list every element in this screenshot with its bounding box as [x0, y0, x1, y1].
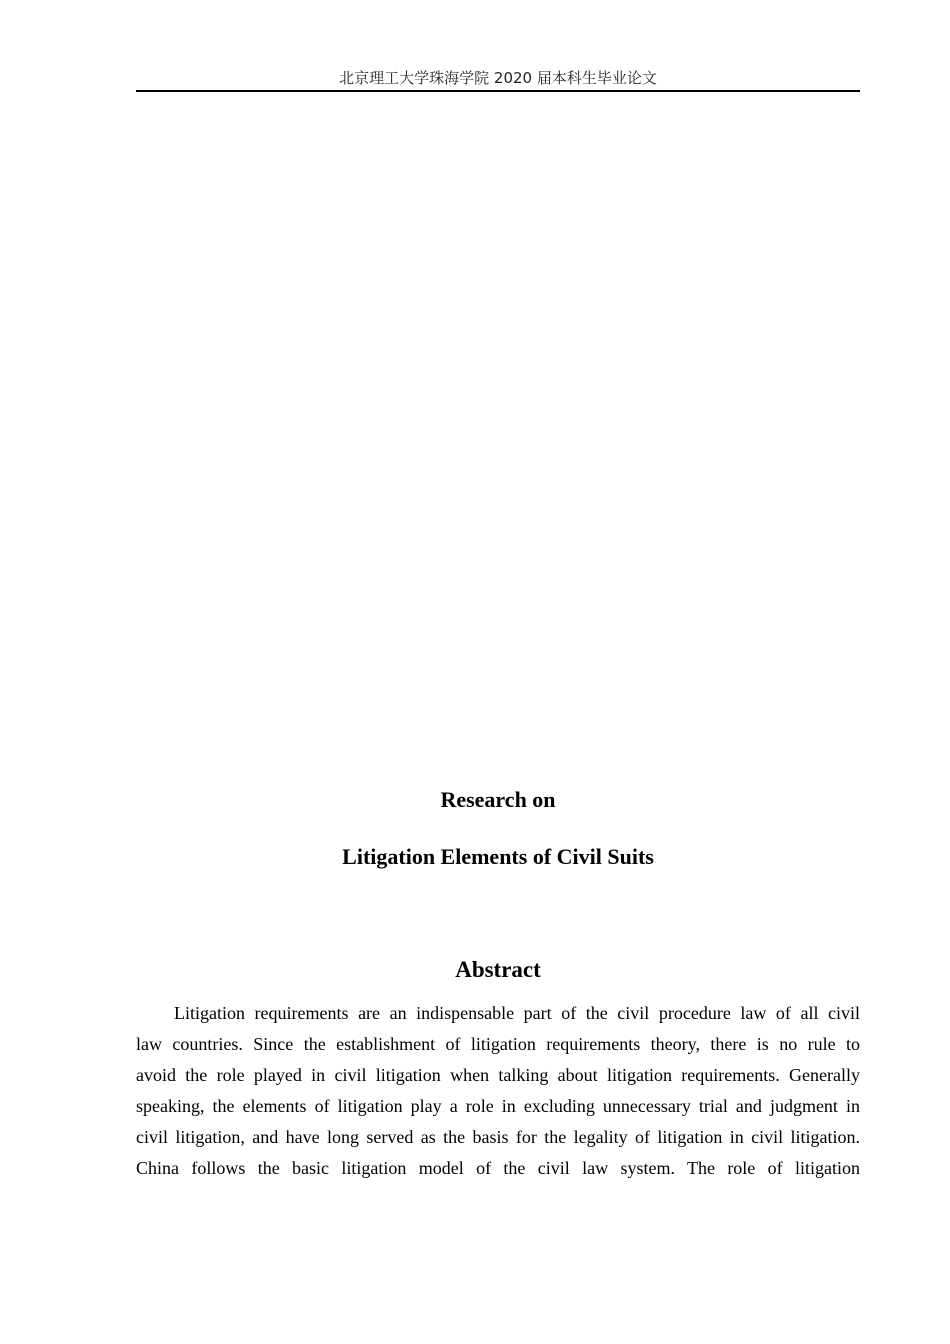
- abstract-line: speaking, the elements of litigation play a role in excluding unnecessary trial and judgment in: [136, 1096, 860, 1116]
- abstract-line: civil litigation, and have long served as the basis for the legality of litigation in civil litigation.: [136, 1127, 860, 1147]
- abstract-line: Litigation requirements are an indispensable part of the civil procedure law of all civil: [174, 1003, 860, 1023]
- abstract-body: [136, 998, 860, 1184]
- abstract-line: China follows the basic litigation model of the civil law system. The role of litigation: [136, 1158, 860, 1178]
- page-header: [136, 66, 860, 92]
- thesis-title-line-1: Research on: [440, 787, 556, 812]
- abstract-line: avoid the role played in civil litigation when talking about litigation requirements. Generally: [136, 1065, 860, 1085]
- header-text: 北京理工大学珠海学院 2020 届本科生毕业论文: [339, 69, 657, 87]
- abstract-line: law countries. Since the establishment of litigation requirements theory, there is no rule to: [136, 1034, 860, 1054]
- abstract-heading: Abstract: [455, 957, 541, 982]
- thesis-title-line-2: Litigation Elements of Civil Suits: [342, 844, 654, 869]
